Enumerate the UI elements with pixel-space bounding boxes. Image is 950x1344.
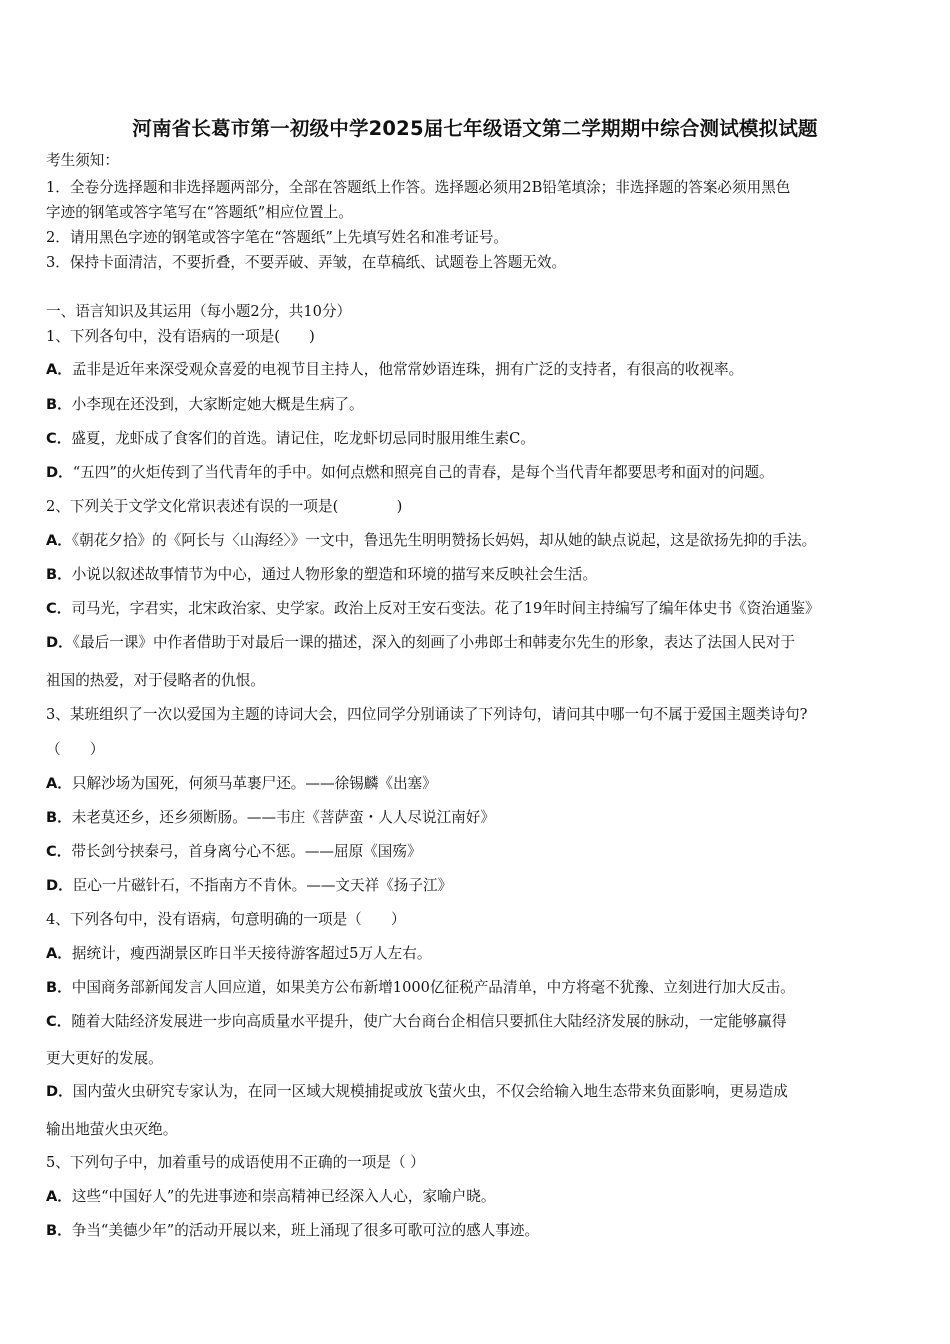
option-text: 孟非是近年来深受观众喜爱的电视节目主持人，他常常妙语连珠，拥有广泛的支持者，有很高的收视率。 — [71, 361, 744, 378]
section-heading: 一、语言知识及其运用（每小题2分，共10分） — [46, 303, 352, 320]
q4-option-d — [46, 1082, 788, 1102]
option-text: 司马光，字君实，北宋政治家、史学家。政治上反对王安石变法。花了19年时间主持编写了编年体史书《资治通鉴》 — [71, 600, 820, 617]
notice-line-4: 3．保持卡面清洁，不要折叠，不要弄破、弄皱，在草稿纸、试题卷上答题无效。 — [46, 254, 567, 271]
option-label: B． — [46, 566, 72, 583]
option-text: 这些“中国好人”的先进事迹和崇高精神已经深入人心，家喻户晓。 — [71, 1188, 496, 1205]
q4-option-c — [46, 1012, 786, 1032]
option-text: 随着大陆经济发展进一步向高质量水平提升，使广大台商台企相信只要抓住大陆经济发展的脉动，一定能够赢得 — [71, 1013, 787, 1030]
option-label: A． — [46, 361, 72, 378]
q2-option-d-cont: 祖国的热爱，对于侵略者的仇恨。 — [46, 672, 265, 689]
q3-option-a — [46, 774, 437, 794]
option-label: B． — [46, 1222, 72, 1239]
option-text: 国内萤火虫研究专家认为，在同一区域大规模捕捉或放飞萤火虫，不仅会给输入地生态带来负面影响，更易造成 — [72, 1083, 788, 1100]
notice-line-2: 字迹的钢笔或答字笔写在“答题纸”相应位置上。 — [46, 204, 353, 221]
q2-option-d — [46, 633, 795, 653]
option-label: C． — [46, 843, 72, 860]
q1-stem: 1、下列各句中，没有语病的一项是( ) — [46, 328, 315, 345]
q5-option-a — [46, 1187, 495, 1207]
q1-option-c — [46, 429, 535, 449]
option-text: 臣心一片磁针石，不指南方不肯休。——文天祥《扬子江》 — [72, 877, 453, 894]
q3-stem-bracket: （ ） — [46, 741, 105, 758]
option-text: 《朝花夕拾》的《阿长与〈山海经〉》一文中，鲁迅先生明明赞扬长妈妈，却从她的缺点说起，这是欲扬先抑的手法。 — [71, 532, 817, 549]
q2-option-b — [46, 565, 597, 585]
q3-option-d — [46, 876, 452, 896]
q3-stem: 3、某班组织了一次以爱国为主题的诗词大会，四位同学分别诵读了下列诗句，请问其中哪一句不属于爱国主题类诗句? — [46, 706, 808, 723]
option-text: 争当“美德少年”的活动开展以来，班上涌现了很多可歌可泣的感人事迹。 — [71, 1222, 540, 1239]
option-label: B． — [46, 396, 72, 413]
option-label: A． — [46, 532, 72, 549]
option-text: 小李现在还没到，大家断定她大概是生病了。 — [71, 396, 364, 413]
notice-heading: 考生须知： — [46, 152, 119, 169]
option-text: 《最后一课》中作者借助于对最后一课的描述，深入的刻画了小弗郎士和韩麦尔先生的形象，表达了法国人民对于 — [72, 634, 796, 651]
q4-stem: 4、下列各句中，没有语病，句意明确的一项是（ ） — [46, 911, 406, 928]
q3-option-c — [46, 842, 422, 862]
q2-option-c — [46, 599, 820, 619]
q1-option-d — [46, 463, 774, 483]
page-title: 河南省长葛市第一初级中学2025届七年级语文第二学期期中综合测试模拟试题 — [132, 117, 818, 140]
notice-line-3: 2．请用黑色字迹的钢笔或答字笔在“答题纸”上先填写姓名和准考证号。 — [46, 229, 509, 246]
option-label: A． — [46, 1188, 72, 1205]
q2-stem: 2、下列关于文学文化常识表述有误的一项是( ) — [46, 498, 403, 515]
q4-option-d-cont: 输出地萤火虫灭绝。 — [46, 1121, 178, 1138]
q4-option-c-cont: 更大更好的发展。 — [46, 1050, 163, 1067]
option-label: A． — [46, 775, 72, 792]
q4-option-a — [46, 944, 431, 964]
q1-option-a — [46, 360, 743, 380]
option-text: 据统计，瘦西湖景区昨日半天接待游客超过5万人左右。 — [71, 945, 432, 962]
option-label: D． — [46, 634, 73, 651]
option-label: C． — [46, 1013, 72, 1030]
q1-option-b — [46, 395, 364, 415]
q3-option-b — [46, 808, 495, 828]
option-text: 带长剑兮挟秦弓，首身离兮心不惩。——屈原《国殇》 — [71, 843, 422, 860]
option-text: 未老莫还乡，还乡须断肠。——韦庄《菩萨蛮・人人尽说江南好》 — [71, 809, 495, 826]
option-label: C． — [46, 430, 72, 447]
notice-line-1: 1．全卷分选择题和非选择题两部分，全部在答题纸上作答。选择题必须用2B铅笔填涂；非选择题的答案必须用黑色 — [46, 179, 791, 196]
option-label: C． — [46, 600, 72, 617]
q5-stem: 5、下列句子中，加着重号的成语使用不正确的一项是（ ） — [46, 1154, 425, 1171]
option-text: 只解沙场为国死，何须马革裹尸还。——徐锡麟《出塞》 — [71, 775, 437, 792]
q4-option-b — [46, 978, 795, 998]
option-label: D． — [46, 1083, 73, 1100]
option-text: 盛夏，龙虾成了食客们的首选。请记住，吃龙虾切忌同时服用维生素C。 — [71, 430, 535, 447]
q2-option-a — [46, 531, 816, 551]
option-label: D． — [46, 877, 73, 894]
option-text: 中国商务部新闻发言人回应道，如果美方公布新增1000亿征税产品清单，中方将毫不犹豫、立刻进行加大反击。 — [71, 979, 795, 996]
option-text: 小说以叙述故事情节为中心，通过人物形象的塑造和环境的描写来反映社会生活。 — [71, 566, 598, 583]
option-label: D． — [46, 464, 73, 481]
option-label: B． — [46, 979, 72, 996]
option-label: A． — [46, 945, 72, 962]
q5-option-b — [46, 1221, 539, 1241]
option-label: B． — [46, 809, 72, 826]
option-text: “五四”的火炬传到了当代青年的手中。如何点燃和照亮自己的青春，是每个当代青年都要思考和面对的问题。 — [72, 464, 774, 481]
